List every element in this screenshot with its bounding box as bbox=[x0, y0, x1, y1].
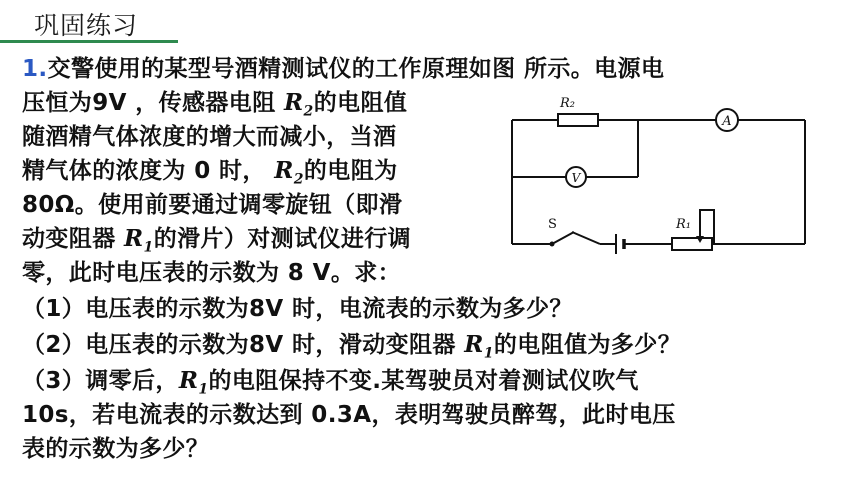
question-2: （2）电压表的示数为8V 时，滑动变阻器 $R_1$的电阻值为多少？ bbox=[22, 331, 682, 362]
question-3-line-2: 10s，若电流表的示数达到 0.3A，表明驾驶员醉驾，此时电压 bbox=[22, 402, 676, 428]
header-underline bbox=[0, 40, 178, 43]
r2-label: R₂ bbox=[560, 96, 575, 111]
symbol-r1: $R_1$ bbox=[178, 367, 209, 398]
problem-line-3: 随酒精气体浓度的增大而减小，当酒 bbox=[22, 124, 397, 150]
symbol-r1: $R_1$ bbox=[464, 331, 494, 362]
circuit-diagram bbox=[500, 86, 820, 256]
problem-line-1: 1.交警使用的某型号酒精测试仪的工作原理如图 所示。电源电 bbox=[22, 56, 665, 82]
question-1: （1）电压表的示数为8V 时，电流表的示数为多少？ bbox=[22, 296, 573, 322]
problem-line-6: 动变阻器 $R_1$的滑片）对测试仪进行调 bbox=[22, 225, 412, 256]
switch-label: S bbox=[548, 217, 557, 232]
header-title: 巩固练习 bbox=[34, 11, 139, 40]
r1-label: R₁ bbox=[676, 217, 691, 232]
resistor-r2 bbox=[558, 114, 598, 126]
problem-line-4: 精气体的浓度为 0 时， $R_2$的电阻为 bbox=[22, 157, 398, 188]
symbol-r1: $R_1$ bbox=[124, 225, 154, 256]
problem-line-5: 80Ω。使用前要通过调零旋钮（即滑 bbox=[22, 192, 403, 218]
problem-line-2: 压恒为9V ，传感器电阻 $R_2$的电阻值 bbox=[22, 89, 408, 120]
problem-number: 1. bbox=[22, 56, 48, 82]
symbol-r2: $R_2$ bbox=[284, 89, 314, 120]
rheostat-r1 bbox=[672, 238, 712, 250]
question-3-line-1: （3）调零后，$R_1$的电阻保持不变.某驾驶员对着测试仪吹气 bbox=[22, 367, 639, 398]
switch-icon bbox=[552, 232, 574, 244]
problem-line-7: 零，此时电压表的示数为 8 V。求： bbox=[22, 260, 402, 286]
question-3-line-3: 表的示数为多少？ bbox=[22, 436, 210, 462]
slide-header bbox=[0, 0, 860, 48]
symbol-r2: $R_2$ bbox=[274, 157, 304, 188]
voltmeter-label: V bbox=[571, 171, 581, 185]
ammeter-label: A bbox=[722, 114, 732, 129]
